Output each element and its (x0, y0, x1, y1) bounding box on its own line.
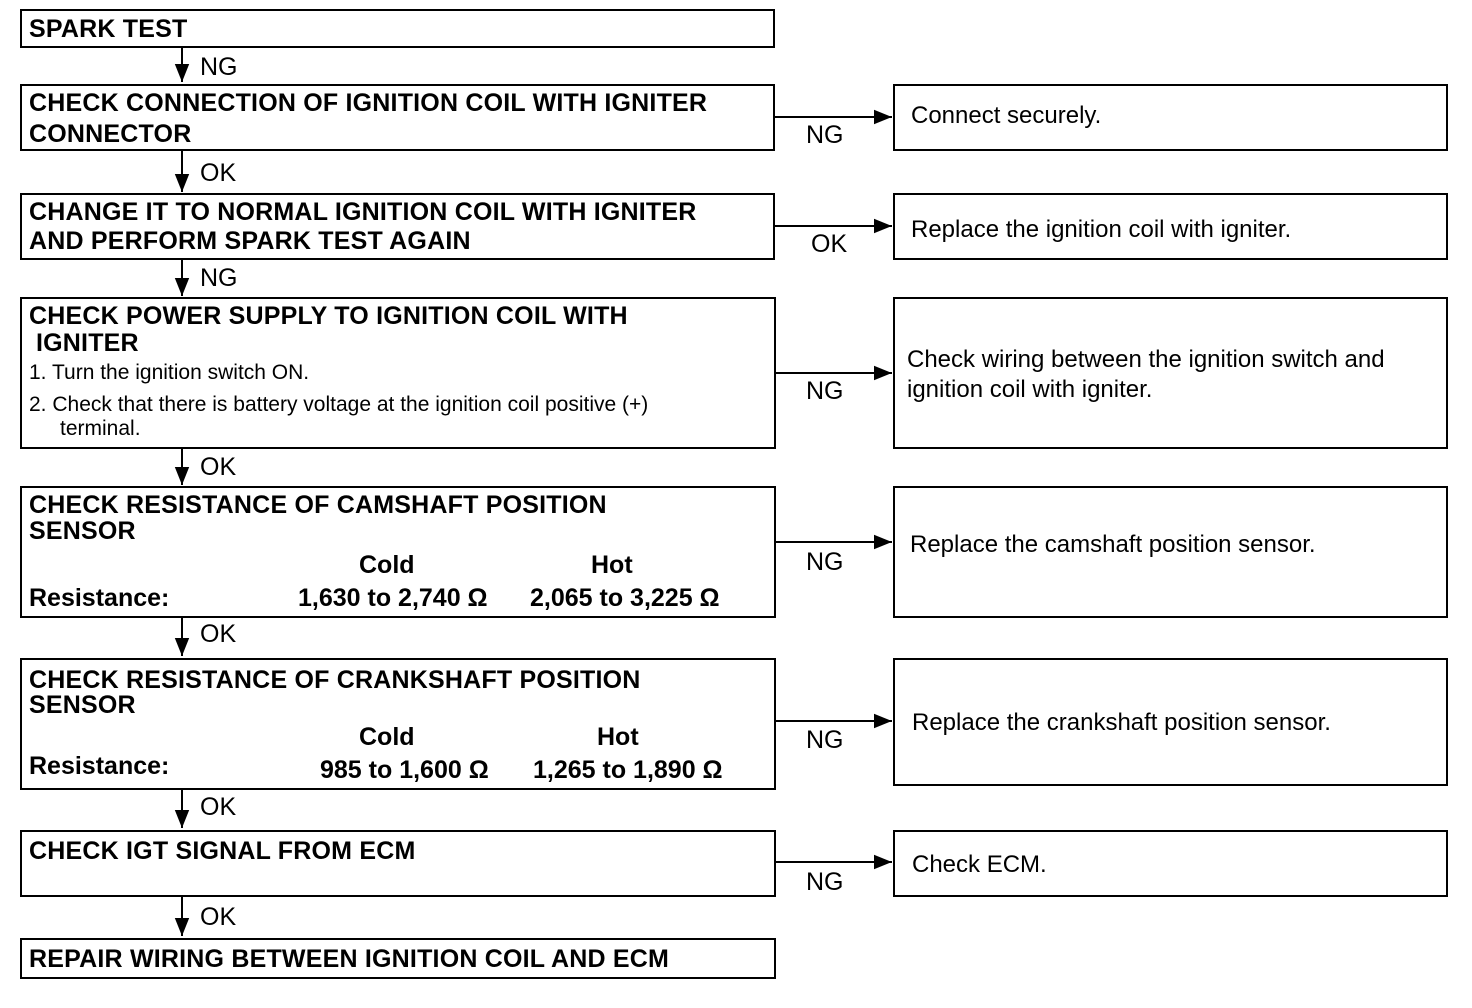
step-title-line-1: CHANGE IT TO NORMAL IGNITION COIL WITH IGNITER (29, 198, 697, 226)
hot-value: 2,065 to 3,225 Ω (530, 584, 720, 612)
hot-header: Hot (591, 551, 633, 579)
action-box-replace-coil (893, 193, 1448, 260)
branch-label-1: NG (806, 121, 844, 149)
connector-label-6: OK (200, 793, 237, 821)
action-box-replace-crankshaft (893, 658, 1448, 786)
resistance-label: Resistance: (29, 752, 170, 780)
step-box-check-igt-signal (20, 830, 776, 897)
step-title-line-1: CHECK RESISTANCE OF CAMSHAFT POSITION (29, 491, 607, 519)
connector-label-1: NG (200, 53, 238, 81)
step-title: SPARK TEST (29, 15, 188, 43)
connector-label-4: OK (200, 453, 237, 481)
cold-header: Cold (359, 551, 415, 579)
cold-value: 1,630 to 2,740 Ω (298, 584, 488, 612)
branch-label-3: NG (806, 377, 844, 405)
step-title-line-2: AND PERFORM SPARK TEST AGAIN (29, 227, 471, 255)
instruction-1: 1. Turn the ignition switch ON. (29, 361, 310, 384)
cold-header: Cold (359, 723, 415, 751)
connector-label-7: OK (200, 903, 237, 931)
instruction-2: 2. Check that there is battery voltage at the ignition coil positive (+) (29, 393, 649, 416)
action-text: Replace the ignition coil with igniter. (911, 216, 1292, 243)
branch-label-5: NG (806, 726, 844, 754)
step-title: CHECK IGT SIGNAL FROM ECM (29, 837, 416, 865)
action-text: Connect securely. (911, 102, 1102, 129)
hot-header: Hot (597, 723, 639, 751)
action-box-check-ecm (893, 830, 1448, 897)
step-title-line-1: CHECK RESISTANCE OF CRANKSHAFT POSITION (29, 666, 641, 694)
action-text: Check ECM. (912, 851, 1047, 878)
step-title-line-2: SENSOR (29, 517, 136, 545)
step-box-check-connection (20, 84, 775, 151)
step-title: REPAIR WIRING BETWEEN IGNITION COIL AND ECM (29, 945, 670, 973)
step-title-line-1: CHECK CONNECTION OF IGNITION COIL WITH IGNITER (29, 89, 708, 117)
action-text: Replace the camshaft position sensor. (910, 531, 1316, 558)
step-title-line-2: SENSOR (29, 691, 136, 719)
action-text-line-1: Check wiring between the ignition switch and (907, 346, 1385, 373)
connector-label-5: OK (200, 620, 237, 648)
step-box-repair-wiring (20, 938, 776, 979)
step-box-change-coil (20, 193, 775, 260)
action-box-check-wiring (893, 297, 1448, 449)
action-box-replace-camshaft (893, 486, 1448, 618)
action-box-connect (893, 84, 1448, 151)
resistance-label: Resistance: (29, 584, 170, 612)
action-text: Replace the crankshaft position sensor. (912, 709, 1331, 736)
action-text-line-2: ignition coil with igniter. (907, 376, 1153, 403)
branch-label-2: OK (811, 230, 848, 258)
step-box-spark-test (20, 9, 775, 48)
connector-label-3: NG (200, 264, 238, 292)
step-title-line-2: IGNITER (36, 329, 139, 357)
step-box-crankshaft-resistance (20, 658, 776, 790)
branch-label-6: NG (806, 868, 844, 896)
step-title-line-2: CONNECTOR (29, 120, 192, 148)
branch-label-4: NG (806, 548, 844, 576)
step-box-camshaft-resistance (20, 486, 776, 618)
instruction-2-continued: terminal. (60, 417, 141, 440)
connector-label-2: OK (200, 159, 237, 187)
cold-value: 985 to 1,600 Ω (320, 756, 489, 784)
step-box-check-power-supply (20, 297, 776, 449)
step-title-line-1: CHECK POWER SUPPLY TO IGNITION COIL WITH (29, 302, 628, 330)
hot-value: 1,265 to 1,890 Ω (533, 756, 723, 784)
